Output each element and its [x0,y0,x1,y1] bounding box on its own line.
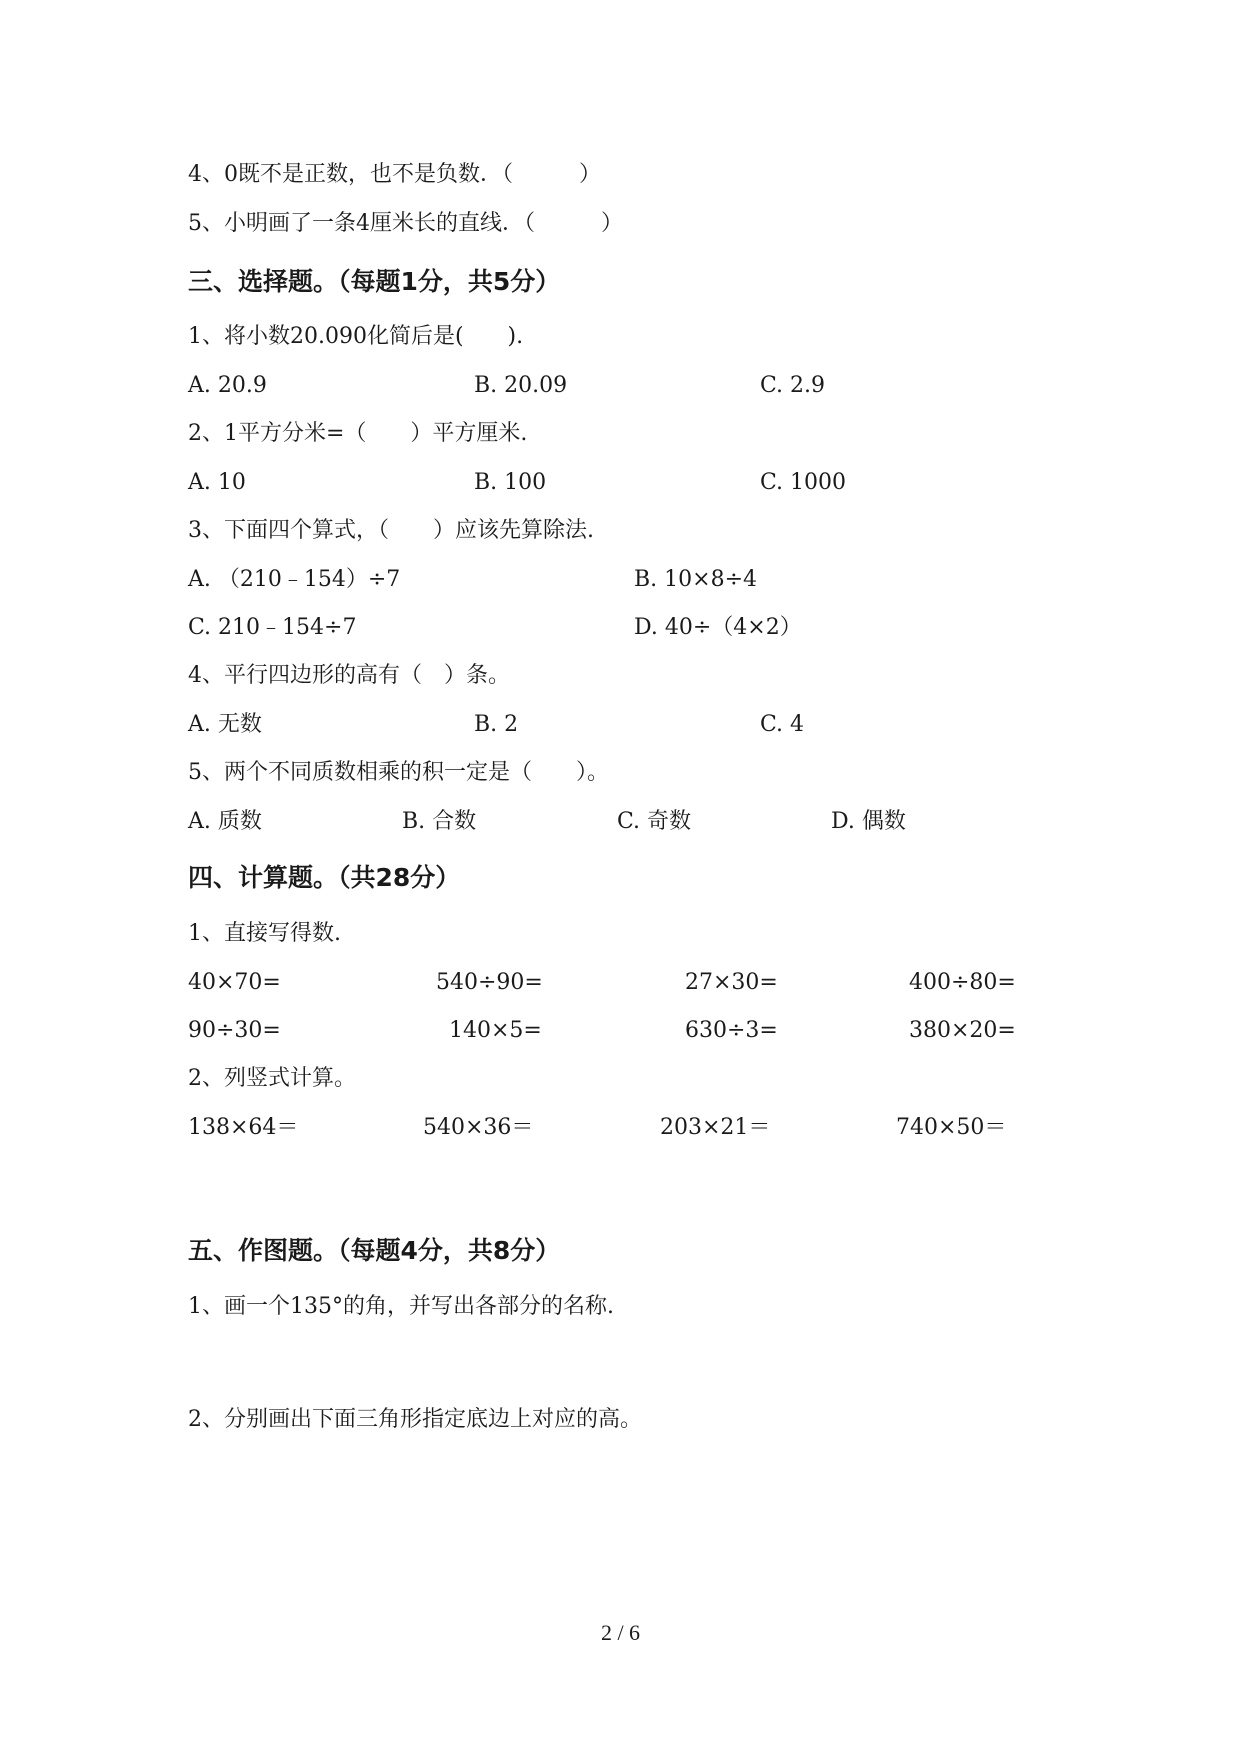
calc-expression: 630÷3= [685,1018,778,1043]
judge-item-4: 4、0既不是正数，也不是负数．（ ） [188,162,601,187]
calc-expression: 740×50＝ [896,1115,1007,1140]
choice-q5-stem: 5、两个不同质数相乘的积一定是（ ）。 [188,760,609,785]
choice-q3-option-c: C. 210﹣154÷7 [188,615,357,640]
choice-q1-stem: 1、将小数20.090化简后是( ). [188,324,524,349]
draw-q2-stem: 2、分别画出下面三角形指定底边上对应的高。 [188,1407,642,1432]
choice-q3-stem: 3、下面四个算式，（ ）应该先算除法. [188,518,594,543]
choice-q4-option-c: C. 4 [760,712,805,737]
calc-expression: 40×70= [188,970,281,995]
choice-q5-option-a: A. 质数 [188,809,262,834]
choice-q1-option-b: B. 20.09 [474,373,568,398]
calc-q1-stem: 1、直接写得数. [188,921,341,946]
choice-q4-option-b: B. 2 [474,712,519,737]
choice-q2-stem: 2、1平方分米=（ ）平方厘米. [188,421,528,446]
choice-q2-option-a: A. 10 [188,470,246,495]
choice-q5-option-d: D. 偶数 [831,809,906,834]
choice-q2-option-c: C. 1000 [760,470,847,495]
calc-expression: 138×64＝ [188,1115,299,1140]
section-heading-choice: 三、选择题。（每题1分，共5分） [188,267,561,296]
choice-q1-option-a: A. 20.9 [188,373,267,398]
calc-expression: 400÷80= [909,970,1016,995]
choice-q4-stem: 4、平行四边形的高有（ ）条。 [188,663,510,688]
choice-q5-option-b: B. 合数 [402,809,477,834]
calc-expression: 540÷90= [436,970,543,995]
calc-expression: 27×30= [685,970,778,995]
calc-expression: 540×36＝ [423,1115,534,1140]
section-heading-calc: 四、计算题。（共28分） [188,863,461,892]
calc-expression: 203×21＝ [660,1115,771,1140]
choice-q3-option-d: D. 40÷（4×2） [634,615,802,640]
choice-q2-option-b: B. 100 [474,470,547,495]
calc-q2-stem: 2、列竖式计算。 [188,1066,356,1091]
judge-item-5: 5、小明画了一条4厘米长的直线．（ ） [188,211,623,236]
choice-q3-option-a: A. （210﹣154）÷7 [188,567,401,592]
calc-expression: 90÷30= [188,1018,281,1043]
calc-expression: 140×5= [449,1018,542,1043]
page-number: 2 / 6 [600,1620,641,1645]
choice-q4-option-a: A. 无数 [188,712,262,737]
choice-q5-option-c: C. 奇数 [617,809,692,834]
calc-expression: 380×20= [909,1018,1016,1043]
choice-q1-option-c: C. 2.9 [760,373,826,398]
draw-q1-stem: 1、画一个135°的角，并写出各部分的名称. [188,1294,614,1319]
section-heading-draw: 五、作图题。（每题4分，共8分） [188,1236,561,1265]
choice-q3-option-b: B. 10×8÷4 [634,567,758,592]
